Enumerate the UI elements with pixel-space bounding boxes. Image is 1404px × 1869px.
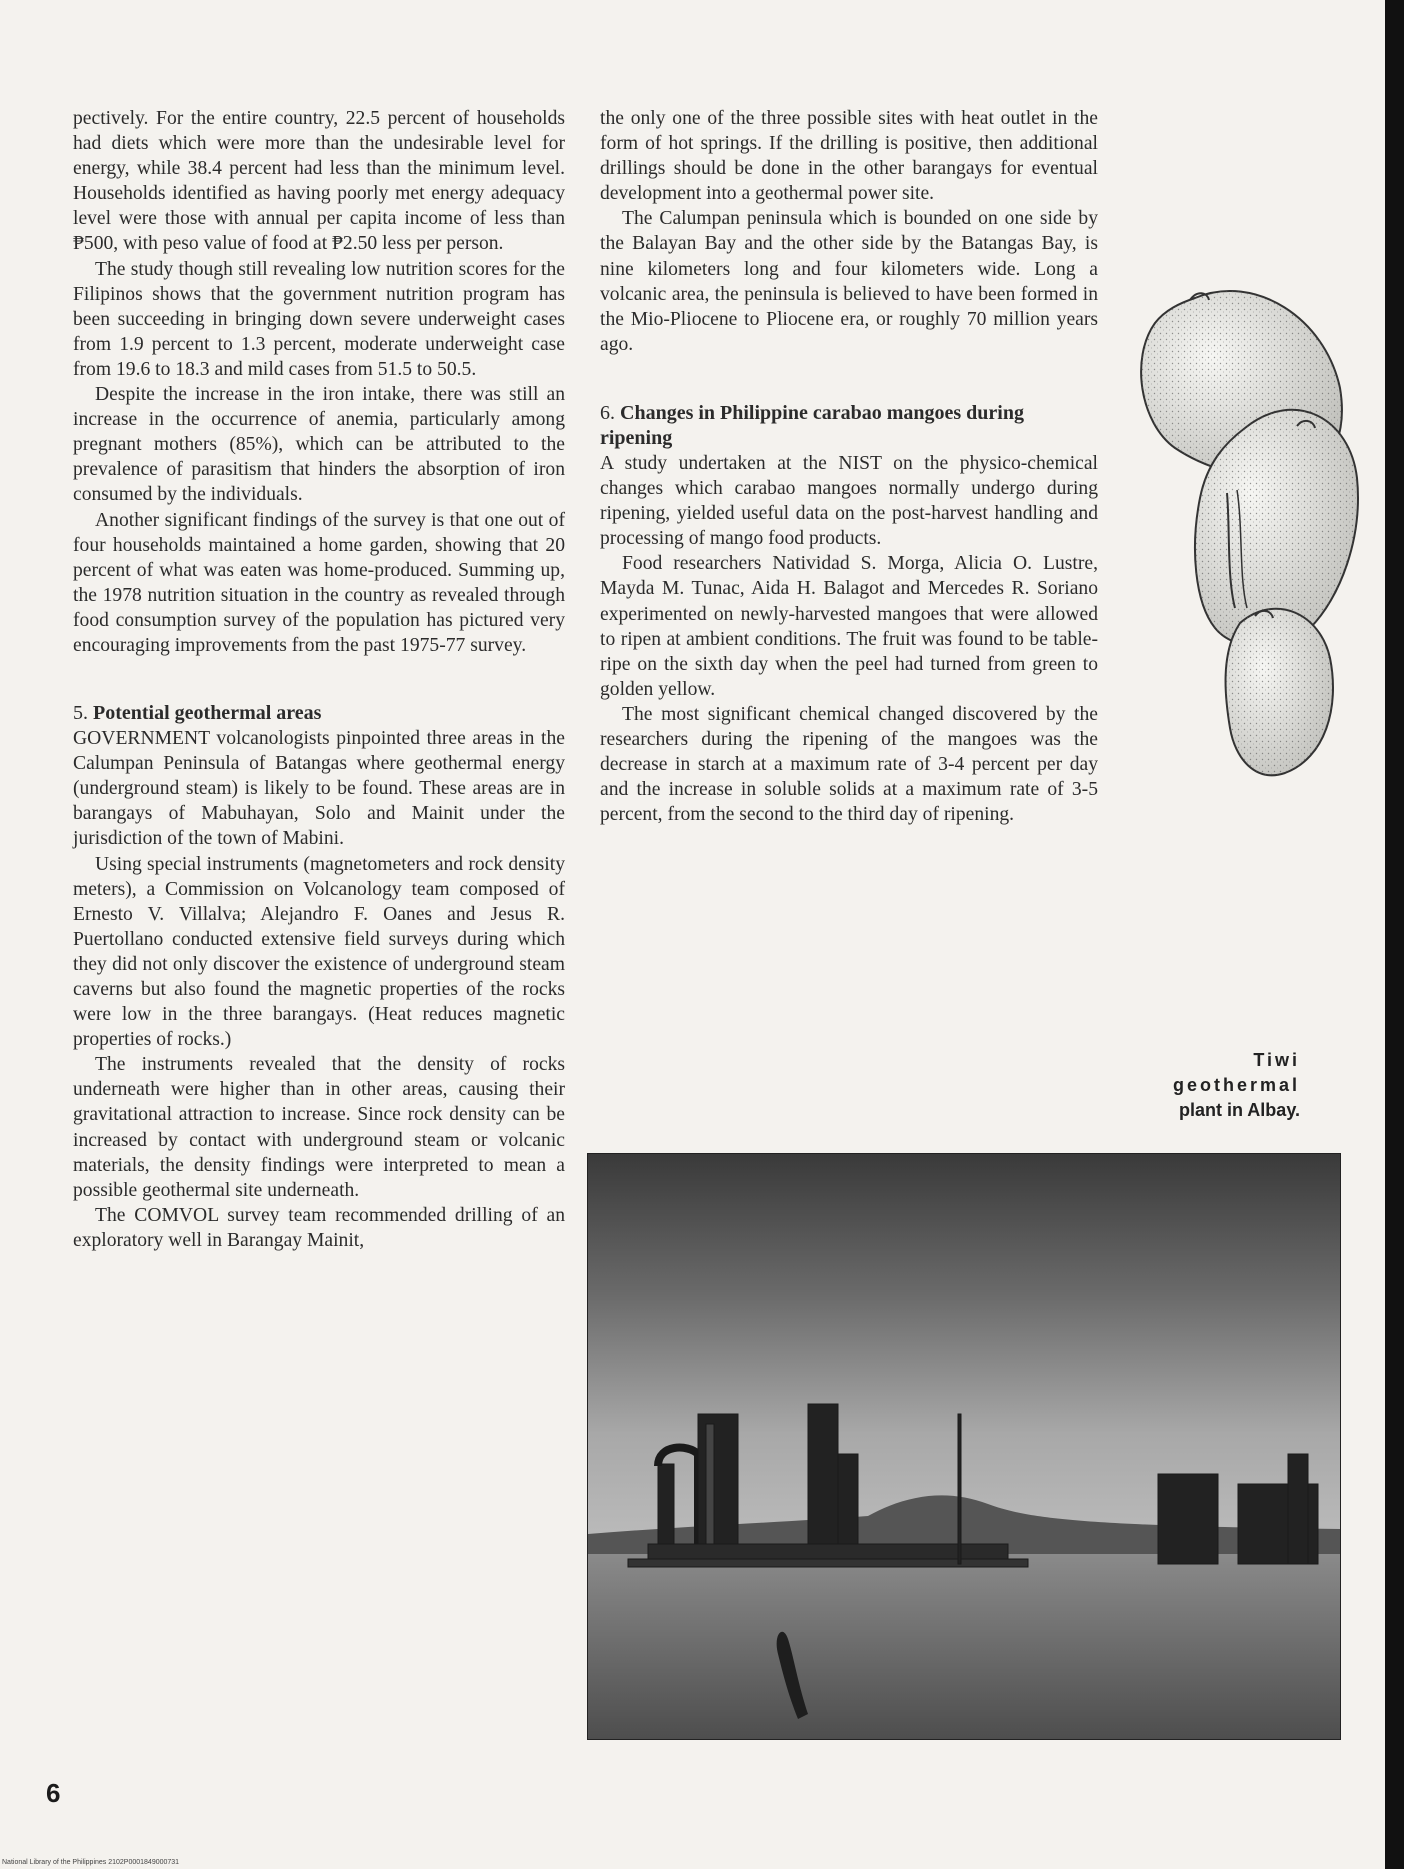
caption-line: Tiwi	[1253, 1050, 1300, 1070]
left-column	[73, 106, 565, 1253]
paragraph: The instruments revealed that the density of rocks underneath were higher than in other areas, causing their gravitational attraction to increase. Since rock density can be increased by contact with underground steam or volcanic materials, the density findings were interpreted to mean a possible geothermal site underneath.	[73, 1054, 565, 1201]
section-5-heading	[73, 701, 565, 726]
paragraph: The Calumpan peninsula which is bounded on one side by the Balayan Bay and the other side by the Batangas Bay, is nine kilometers long and four kilometers wide. Long a volcanic area, the peninsula is believed to have been formed in the Mio-Pliocene to Pliocene era, or roughly 70 million years ago.	[600, 208, 1098, 355]
mango-illustration	[1135, 278, 1360, 778]
section-number: 5.	[73, 702, 88, 725]
photo-image	[588, 1154, 1340, 1739]
paragraph: The COMVOL survey team recommended drilling of an exploratory well in Barangay Mainit,	[73, 1204, 565, 1251]
photo-ground	[588, 1554, 1340, 1739]
paragraph: The most significant chemical changed discovered by the researchers during the ripening of the mangoes was the decrease in starch at a maximum rate of 3-4 percent per day and the increase in soluble solids at a maximum rate of 3-5 percent, from the second to the third day of ripening.	[600, 703, 1098, 826]
paragraph: pectively. For the entire country, 22.5 percent of households had diets which were more than the undesirable level for energy, while 38.4 percent had less than the minimum level. Households identified as having poorly met energy adequacy level were those with annual per capita income of less than ₱500, with peso value of food at ₱2.50 less per person.	[73, 108, 565, 255]
geothermal-plant-photo	[587, 1153, 1341, 1740]
paragraph: the only one of the three possible sites with heat outlet in the form of hot springs. If the drilling is positive, then additional drillings should be done in the other barangays for eventual development into a geothermal power site.	[600, 108, 1098, 205]
paragraph: Food researchers Natividad S. Morga, Alicia O. Lustre, Mayda M. Tunac, Aida H. Balagot and Mercedes R. Soriano experimented on newly-harvested mangoes that were allowed to ripen at ambient conditions. The fruit was found to be table-ripe on the sixth day when the peel had turned from green to golden yellow.	[600, 553, 1098, 700]
page-number: 6	[46, 1778, 61, 1808]
section-6-heading	[600, 401, 1098, 451]
paragraph: Using special instruments (magnetometers and rock density meters), a Commission on Volcanology team composed of Ernesto V. Villalva; Alejandro F. Oanes and Jesus R. Puertollano conducted extensive field surveys during which they did not only discover the existence of underground steam caverns but also found the magnetic properties of the rocks were low in the three barangays. (Heat reduces magnetic properties of rocks.)	[73, 853, 565, 1051]
middle-column	[600, 106, 1098, 827]
section-number: 6.	[600, 401, 615, 424]
caption-line: geothermal	[1172, 1075, 1300, 1095]
caption-line: plant in Albay.	[1178, 1100, 1300, 1120]
scan-edge-strip	[1385, 0, 1404, 1869]
section-title: Potential geothermal areas	[93, 702, 322, 725]
mango-bottom	[1226, 609, 1333, 776]
section-title: Changes in Philippine carabao mangoes during ripening	[600, 401, 1024, 449]
paragraph: The study though still revealing low nutrition scores for the Filipinos shows that the government nutrition program has been succeeding in bringing down severe underweight cases from 1.9 percent to 1.3 percent, moderate underweight case from 19.6 to 18.3 and mild cases from 51.5 to 50.5.	[73, 258, 565, 380]
photo-caption	[1100, 1048, 1300, 1123]
paragraph: GOVERNMENT volcanologists pinpointed three areas in the Calumpan Peninsula of Batangas where geothermal energy (underground steam) is likely to be found. These areas are in barangays of Mabuhayan, Solo and Mainit under the jurisdiction of the town of Mabini.	[73, 728, 565, 850]
paragraph: A study undertaken at the NIST on the physico-chemical changes which carabao mangoes normally undergo during ripening, yielded useful data on the post-harvest handling and processing of mango food products.	[600, 452, 1098, 550]
paragraph: Despite the increase in the iron intake, there was still an increase in the occurrence of anemia, particularly among pregnant mothers (85%), which can be attributed to the prevalence of parasitism that hinders the absorption of iron consumed by the individuals.	[73, 384, 565, 506]
paragraph: Another significant findings of the survey is that one out of four households maintained a home garden, showing that 20 percent of what was eaten was home-produced. Summing up, the 1978 nutrition situation in the country as revealed through food consumption survey of the population has pictured very encouraging improvements from the past 1975-77 survey.	[73, 509, 565, 656]
footer-text: National Library of the Philippines 2102P0001849000731	[2, 1859, 180, 1866]
